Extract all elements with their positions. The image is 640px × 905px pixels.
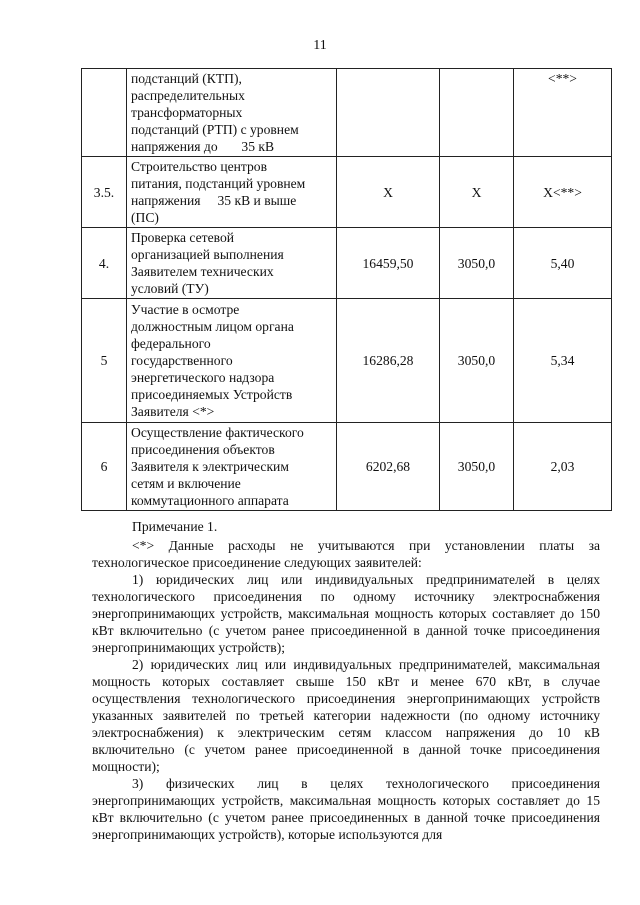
- note-item-2: 2) юридических лиц или индивидуальных предпринимателей, максимальная мощность которых составляет свыше 150 кВт и менее 670 кВт, в случае осуществления технологического присоединения энергопринимающих устройств указанных заявителей по третьей категории надежности (по одному источнику электроснабжения) к электрическим сетям классом напряжения до 10 кВ включительно (с учетом ранее присоединенной в данной точке присоединения мощности);: [92, 657, 600, 774]
- value-cell-v1: 16459,50: [337, 228, 440, 299]
- row-number-cell: 6: [82, 423, 127, 511]
- note-item-3: 3) физических лиц в целях технологического присоединения энергопринимающих устройств, максимальная мощность которых составляет до 15 кВт включительно (с учетом ранее присоединенных в данной точке присоединения энергопринимающих устройств), которые используются для: [92, 776, 600, 842]
- value-cell-v3: 2,03: [514, 423, 612, 511]
- row-number-cell: 3.5.: [82, 157, 127, 228]
- value-cell-v1: 6202,68: [337, 423, 440, 511]
- description-line: Проверка сетевой: [131, 230, 235, 245]
- description-line: государственного: [131, 353, 233, 368]
- description-line: питания, подстанций уровнем: [131, 176, 306, 191]
- table-row: [82, 157, 612, 228]
- page-number: 11: [313, 38, 327, 53]
- description-line: (ПС): [131, 210, 159, 225]
- description-cell: [127, 228, 337, 299]
- value-cell-v2: [440, 69, 514, 157]
- value-cell-v2: 3050,0: [440, 299, 514, 423]
- value-cell-v1: [337, 69, 440, 157]
- table-row: [82, 299, 612, 423]
- note-title: Примечание 1.: [132, 519, 218, 534]
- description-line: организацией выполнения: [131, 247, 284, 262]
- description-line: подстанций (РТП) с уровнем: [131, 122, 299, 137]
- description-cell: [127, 299, 337, 423]
- description-line: сетям и включение: [131, 476, 241, 491]
- row-number-cell: 4.: [82, 228, 127, 299]
- table-row: [82, 69, 612, 157]
- description-cell: [127, 423, 337, 511]
- table-row: [82, 228, 612, 299]
- description-cell: [127, 69, 337, 157]
- value-cell-v2: 3050,0: [440, 423, 514, 511]
- description-line: Заявителя <*>: [131, 404, 215, 419]
- description-line: присоединения объектов: [131, 442, 275, 457]
- notes-section: [92, 518, 600, 843]
- description-line: должностным лицом органа: [131, 319, 294, 334]
- description-line: коммутационного аппарата: [131, 493, 289, 508]
- note-intro: <*> Данные расходы не учитываются при установлении платы за технологическое присоединение следующих заявителей:: [92, 538, 600, 570]
- table-row: [82, 423, 612, 511]
- value-cell-v3: <**>: [514, 69, 612, 157]
- description-line: напряжения до 35 кВ: [131, 139, 275, 154]
- note-item-1: 1) юридических лиц или индивидуальных предпринимателей в целях технологического присоединения по одному источнику электроснабжения энергопринимающих устройств, максимальная мощность которых составляет до 150 кВт включительно (с учетом ранее присоединенной в данной точке присоединения энергопринимающих устройств);: [92, 572, 600, 655]
- description-line: распределительных: [131, 88, 245, 103]
- row-number-cell: [82, 69, 127, 157]
- description-line: напряжения 35 кВ и выше: [131, 193, 297, 208]
- description-line: Строительство центров: [131, 159, 268, 174]
- value-cell-v3: 5,40: [514, 228, 612, 299]
- row-number-cell: 5: [82, 299, 127, 423]
- description-line: Заявителем технических: [131, 264, 274, 279]
- value-cell-v1: 16286,28: [337, 299, 440, 423]
- fee-table: [81, 68, 612, 511]
- description-cell: [127, 157, 337, 228]
- value-cell-v2: Х: [440, 157, 514, 228]
- description-line: трансформаторных: [131, 105, 243, 120]
- description-line: федерального: [131, 336, 211, 351]
- description-line: присоединяемых Устройств: [131, 387, 293, 402]
- value-cell-v3: 5,34: [514, 299, 612, 423]
- description-line: Осуществление фактического: [131, 425, 304, 440]
- description-line: условий (ТУ): [131, 281, 209, 296]
- description-line: подстанций (КТП),: [131, 71, 242, 86]
- description-line: Заявителя к электрическим: [131, 459, 289, 474]
- description-line: Участие в осмотре: [131, 302, 240, 317]
- description-line: энергетического надзора: [131, 370, 275, 385]
- value-cell-v3: Х<**>: [514, 157, 612, 228]
- value-cell-v2: 3050,0: [440, 228, 514, 299]
- value-cell-v1: Х: [337, 157, 440, 228]
